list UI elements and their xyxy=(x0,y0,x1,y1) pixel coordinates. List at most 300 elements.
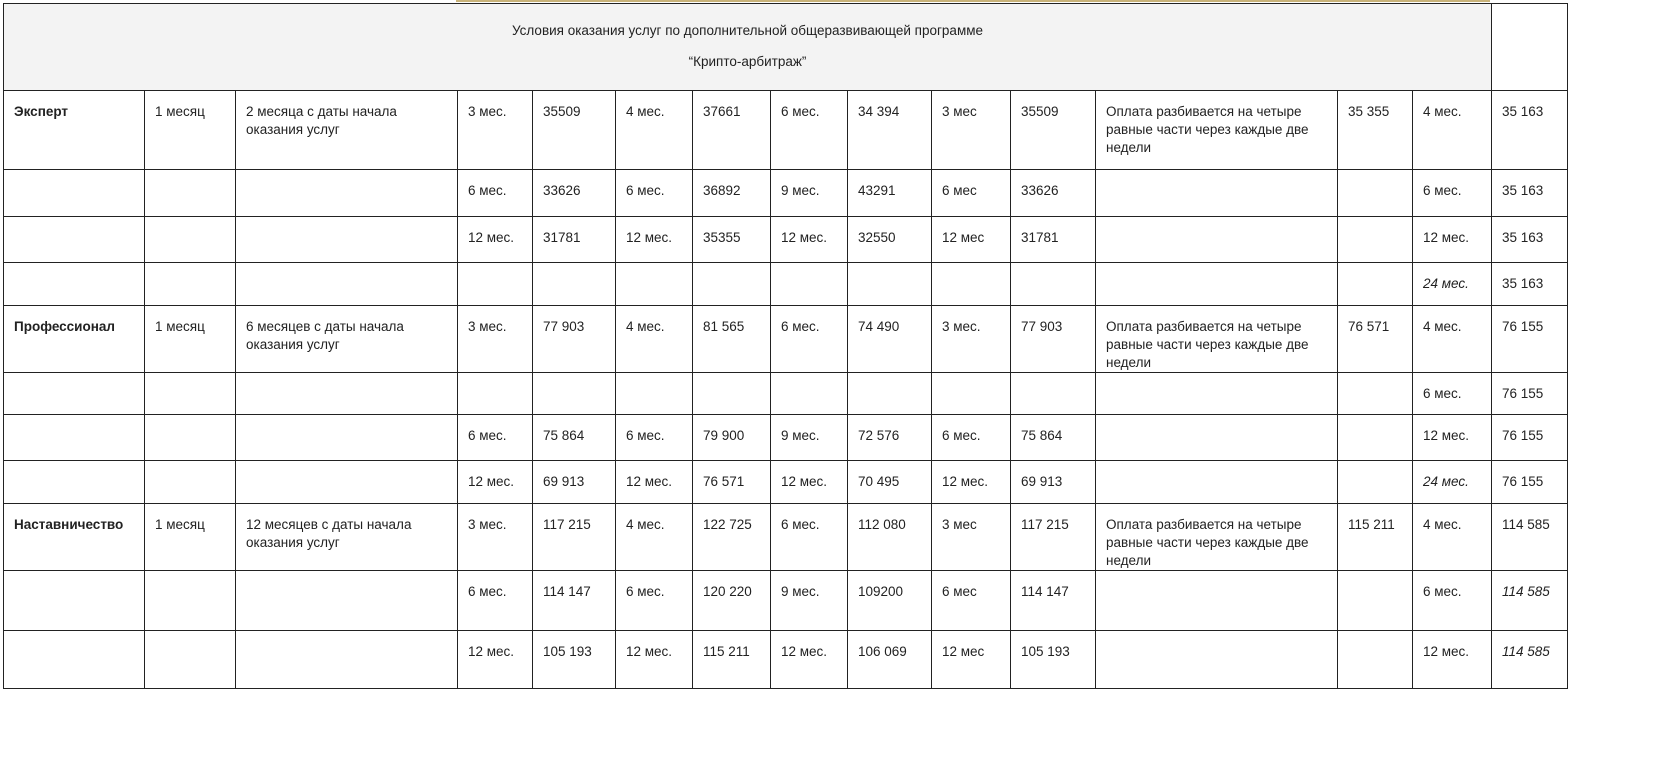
term-b-text: 4 мес. xyxy=(626,319,665,334)
table-row xyxy=(4,461,1568,504)
price-f-text: 114 585 xyxy=(1502,517,1550,532)
term-d-text: 12 мес xyxy=(942,230,985,245)
cell-duration xyxy=(145,631,236,689)
term-c-text: 6 мес. xyxy=(781,517,820,532)
term-a-text: 12 мес. xyxy=(468,474,515,489)
cell-term-d xyxy=(932,571,1011,631)
cell-term-f xyxy=(1413,571,1492,631)
cell-price-d xyxy=(1011,91,1096,170)
cell-price-e xyxy=(1338,461,1413,504)
cell-term-a xyxy=(458,91,533,170)
duration-text xyxy=(145,263,235,275)
title-side-cell xyxy=(1492,4,1568,91)
cell-term-c xyxy=(771,91,848,170)
price-e-text: 35 355 xyxy=(1348,104,1390,119)
plan-name-text xyxy=(4,571,144,583)
cell-term-d xyxy=(932,170,1011,217)
cell-price-b xyxy=(693,415,771,461)
cell-price-a xyxy=(533,91,616,170)
term-f-text: 4 мес. xyxy=(1423,319,1462,334)
table-row xyxy=(4,373,1568,415)
price-e-text xyxy=(1338,217,1412,229)
service-period-text xyxy=(236,373,457,385)
term-c-text xyxy=(771,373,847,385)
plan-name-text: Профессионал xyxy=(14,319,115,334)
service-period-text xyxy=(236,170,457,182)
cell-price-a xyxy=(533,217,616,263)
cell-term-c xyxy=(771,504,848,571)
table-row xyxy=(4,504,1568,571)
table-row xyxy=(4,217,1568,263)
cell-term-d xyxy=(932,306,1011,373)
price-f-text: 76 155 xyxy=(1502,474,1544,489)
term-a-text: 6 мес. xyxy=(468,428,507,443)
cell-price-d xyxy=(1011,373,1096,415)
term-c-text xyxy=(771,263,847,275)
term-c-text: 9 мес. xyxy=(781,584,820,599)
cell-payment-terms xyxy=(1096,461,1338,504)
cell-price-e xyxy=(1338,263,1413,306)
cell-service-period xyxy=(236,461,458,504)
price-e-text xyxy=(1338,263,1412,275)
table-row xyxy=(4,415,1568,461)
cell-price-a xyxy=(533,461,616,504)
price-d-text: 114 147 xyxy=(1021,584,1069,599)
service-period-text xyxy=(236,263,457,275)
price-b-text: 81 565 xyxy=(703,319,745,334)
price-c-text xyxy=(848,263,931,275)
term-f-text: 12 мес. xyxy=(1423,428,1470,443)
term-a-text xyxy=(458,263,532,275)
cell-price-b xyxy=(693,504,771,571)
price-a-text: 33626 xyxy=(543,183,581,198)
cell-price-c xyxy=(848,91,932,170)
duration-text xyxy=(145,461,235,473)
cell-service-period xyxy=(236,306,458,373)
table-row xyxy=(4,170,1568,217)
cell-price-b xyxy=(693,170,771,217)
price-c-text: 70 495 xyxy=(858,474,900,489)
cell-price-e xyxy=(1338,373,1413,415)
price-c-text: 106 069 xyxy=(858,644,907,659)
cell-plan-name xyxy=(4,415,145,461)
term-a-text: 3 мес. xyxy=(468,319,507,334)
cell-price-f xyxy=(1492,91,1568,170)
cell-duration xyxy=(145,217,236,263)
cell-service-period xyxy=(236,631,458,689)
duration-text xyxy=(145,170,235,182)
term-c-text: 6 мес. xyxy=(781,319,820,334)
plan-name-text xyxy=(4,373,144,385)
price-f-text: 76 155 xyxy=(1502,319,1544,334)
cell-term-b xyxy=(616,504,693,571)
cell-price-b xyxy=(693,631,771,689)
service-period-text xyxy=(236,571,457,583)
term-d-text: 6 мес xyxy=(942,584,977,599)
cell-price-e xyxy=(1338,631,1413,689)
term-f-text: 6 мес. xyxy=(1423,386,1462,401)
term-d-text: 6 мес xyxy=(942,183,977,198)
term-d-text: 12 мес. xyxy=(942,474,989,489)
term-b-text: 6 мес. xyxy=(626,584,665,599)
cell-price-b xyxy=(693,217,771,263)
cell-price-b xyxy=(693,373,771,415)
price-a-text: 31781 xyxy=(543,230,581,245)
cell-price-a xyxy=(533,631,616,689)
cell-service-period xyxy=(236,217,458,263)
cell-term-d xyxy=(932,373,1011,415)
cell-price-c xyxy=(848,217,932,263)
table-title-cell xyxy=(4,4,1492,91)
price-b-text xyxy=(693,263,770,275)
price-d-text: 33626 xyxy=(1021,183,1059,198)
term-d-text: 3 мес xyxy=(942,104,977,119)
cell-price-a xyxy=(533,571,616,631)
price-d-text xyxy=(1011,373,1095,385)
price-d-text xyxy=(1011,263,1095,275)
cell-term-a xyxy=(458,461,533,504)
cell-price-e xyxy=(1338,91,1413,170)
cell-price-d xyxy=(1011,415,1096,461)
cell-price-c xyxy=(848,415,932,461)
cell-price-a xyxy=(533,373,616,415)
cell-service-period xyxy=(236,263,458,306)
table-row xyxy=(4,91,1568,170)
price-d-text: 75 864 xyxy=(1021,428,1063,443)
service-period-text xyxy=(236,217,457,229)
term-f-text: 6 мес. xyxy=(1423,183,1462,198)
payment-terms-text xyxy=(1096,461,1337,473)
price-c-text: 32550 xyxy=(858,230,896,245)
term-c-text: 12 мес. xyxy=(781,474,828,489)
price-d-text: 77 903 xyxy=(1021,319,1063,334)
cell-price-f xyxy=(1492,217,1568,263)
cell-price-e xyxy=(1338,571,1413,631)
price-e-text xyxy=(1338,373,1412,385)
price-e-text xyxy=(1338,631,1412,643)
payment-terms-text xyxy=(1096,571,1337,583)
payment-terms-text: Оплата разбивается на четыре равные части через каждые две недели xyxy=(1106,104,1309,155)
title-row xyxy=(4,4,1568,91)
cell-term-b xyxy=(616,306,693,373)
term-f-text: 12 мес. xyxy=(1423,644,1470,659)
term-f-text: 6 мес. xyxy=(1423,584,1462,599)
price-f-text: 35 163 xyxy=(1502,276,1544,291)
price-d-text: 105 193 xyxy=(1021,644,1070,659)
duration-text xyxy=(145,571,235,583)
cell-price-d xyxy=(1011,461,1096,504)
term-d-text: 12 мес xyxy=(942,644,985,659)
cell-price-b xyxy=(693,91,771,170)
plan-name-text xyxy=(4,461,144,473)
cell-term-b xyxy=(616,170,693,217)
cell-term-f xyxy=(1413,461,1492,504)
cell-price-c xyxy=(848,504,932,571)
term-c-text: 9 мес. xyxy=(781,183,820,198)
cell-price-e xyxy=(1338,415,1413,461)
term-a-text: 12 мес. xyxy=(468,644,515,659)
cell-price-f xyxy=(1492,170,1568,217)
term-f-text: 12 мес. xyxy=(1423,230,1470,245)
term-a-text: 6 мес. xyxy=(468,183,507,198)
duration-text xyxy=(145,631,235,643)
payment-terms-text xyxy=(1096,217,1337,229)
service-period-text xyxy=(236,631,457,643)
cell-price-f xyxy=(1492,461,1568,504)
price-d-text: 31781 xyxy=(1021,230,1059,245)
price-a-text: 69 913 xyxy=(543,474,585,489)
cell-payment-terms xyxy=(1096,91,1338,170)
term-a-text: 6 мес. xyxy=(468,584,507,599)
cell-price-d xyxy=(1011,571,1096,631)
term-d-text: 3 мес. xyxy=(942,319,981,334)
cell-term-a xyxy=(458,306,533,373)
plan-name-text xyxy=(4,263,144,275)
cell-price-d xyxy=(1011,170,1096,217)
price-b-text: 76 571 xyxy=(703,474,745,489)
term-b-text: 6 мес. xyxy=(626,183,665,198)
cell-price-c xyxy=(848,631,932,689)
cell-term-b xyxy=(616,415,693,461)
price-a-text: 35509 xyxy=(543,104,581,119)
cell-term-b xyxy=(616,571,693,631)
table-row xyxy=(4,631,1568,689)
price-f-text: 35 163 xyxy=(1502,183,1544,198)
cell-payment-terms xyxy=(1096,263,1338,306)
cell-service-period xyxy=(236,504,458,571)
cell-term-d xyxy=(932,504,1011,571)
cell-payment-terms xyxy=(1096,631,1338,689)
cell-duration xyxy=(145,461,236,504)
cell-price-f xyxy=(1492,415,1568,461)
service-period-text xyxy=(236,461,457,473)
cell-price-e xyxy=(1338,170,1413,217)
price-c-text: 112 080 xyxy=(858,517,906,532)
term-a-text: 3 мес. xyxy=(468,517,507,532)
top-border-strip xyxy=(456,0,1490,2)
term-b-text xyxy=(616,263,692,275)
cell-duration xyxy=(145,306,236,373)
cell-plan-name xyxy=(4,461,145,504)
table-title-line-1: Условия оказания услуг по дополнительной общеразвивающей программе xyxy=(511,23,984,38)
cell-price-f xyxy=(1492,373,1568,415)
cell-price-f xyxy=(1492,306,1568,373)
cell-term-a xyxy=(458,263,533,306)
cell-price-f xyxy=(1492,571,1568,631)
cell-term-d xyxy=(932,631,1011,689)
price-a-text: 105 193 xyxy=(543,644,592,659)
term-f-text: 24 мес. xyxy=(1423,276,1469,291)
payment-terms-text xyxy=(1096,170,1337,182)
plan-name-text xyxy=(4,415,144,427)
cell-payment-terms xyxy=(1096,217,1338,263)
cell-term-d xyxy=(932,461,1011,504)
cell-payment-terms xyxy=(1096,571,1338,631)
cell-price-a xyxy=(533,504,616,571)
plan-name-text xyxy=(4,631,144,643)
price-c-text: 74 490 xyxy=(858,319,900,334)
price-b-text: 120 220 xyxy=(703,584,752,599)
cell-term-d xyxy=(932,415,1011,461)
term-b-text: 12 мес. xyxy=(626,474,673,489)
price-f-text: 114 585 xyxy=(1502,584,1550,599)
cell-term-f xyxy=(1413,373,1492,415)
pricing-table xyxy=(3,3,1568,689)
payment-terms-text: Оплата разбивается на четыре равные части через каждые две недели xyxy=(1106,517,1309,568)
term-a-text xyxy=(458,373,532,385)
price-e-text xyxy=(1338,170,1412,182)
price-a-text: 117 215 xyxy=(543,517,591,532)
cell-term-d xyxy=(932,263,1011,306)
duration-text: 1 месяц xyxy=(155,517,205,532)
price-f-text: 35 163 xyxy=(1502,104,1544,119)
price-c-text xyxy=(848,373,931,385)
cell-plan-name xyxy=(4,373,145,415)
cell-duration xyxy=(145,91,236,170)
term-f-text: 4 мес. xyxy=(1423,104,1462,119)
cell-payment-terms xyxy=(1096,373,1338,415)
cell-plan-name xyxy=(4,504,145,571)
price-a-text xyxy=(533,263,615,275)
price-b-text: 35355 xyxy=(703,230,741,245)
cell-service-period xyxy=(236,571,458,631)
price-c-text: 109200 xyxy=(858,584,904,599)
cell-price-e xyxy=(1338,217,1413,263)
term-d-text xyxy=(932,263,1010,275)
duration-text: 1 месяц xyxy=(155,319,205,334)
cell-term-f xyxy=(1413,504,1492,571)
price-d-text: 69 913 xyxy=(1021,474,1063,489)
cell-plan-name xyxy=(4,263,145,306)
cell-term-b xyxy=(616,461,693,504)
payment-terms-text xyxy=(1096,631,1337,643)
cell-service-period xyxy=(236,415,458,461)
cell-term-d xyxy=(932,91,1011,170)
term-d-text: 3 мес xyxy=(942,517,977,532)
cell-duration xyxy=(145,373,236,415)
cell-payment-terms xyxy=(1096,306,1338,373)
cell-term-f xyxy=(1413,170,1492,217)
term-b-text: 6 мес. xyxy=(626,428,665,443)
term-b-text xyxy=(616,373,692,385)
cell-term-c xyxy=(771,631,848,689)
cell-price-c xyxy=(848,571,932,631)
term-a-text: 3 мес. xyxy=(468,104,507,119)
cell-term-f xyxy=(1413,306,1492,373)
cell-plan-name xyxy=(4,631,145,689)
cell-duration xyxy=(145,170,236,217)
price-f-text: 35 163 xyxy=(1502,230,1544,245)
price-b-text: 37661 xyxy=(703,104,741,119)
cell-payment-terms xyxy=(1096,415,1338,461)
cell-term-c xyxy=(771,217,848,263)
payment-terms-text: Оплата разбивается на четыре равные части через каждые две недели xyxy=(1106,319,1309,370)
cell-price-c xyxy=(848,306,932,373)
cell-price-e xyxy=(1338,306,1413,373)
payment-terms-text xyxy=(1096,373,1337,385)
cell-price-f xyxy=(1492,504,1568,571)
table-row xyxy=(4,306,1568,373)
cell-term-b xyxy=(616,91,693,170)
cell-term-d xyxy=(932,217,1011,263)
cell-price-d xyxy=(1011,263,1096,306)
cell-service-period xyxy=(236,91,458,170)
cell-price-b xyxy=(693,571,771,631)
price-e-text xyxy=(1338,571,1412,583)
cell-duration xyxy=(145,504,236,571)
cell-price-a xyxy=(533,306,616,373)
duration-text xyxy=(145,373,235,385)
payment-terms-text xyxy=(1096,263,1337,275)
term-b-text: 4 мес. xyxy=(626,104,665,119)
cell-price-f xyxy=(1492,263,1568,306)
price-e-text: 115 211 xyxy=(1348,517,1395,532)
cell-term-f xyxy=(1413,91,1492,170)
cell-term-a xyxy=(458,571,533,631)
cell-term-b xyxy=(616,263,693,306)
plan-name-text: Эксперт xyxy=(14,104,69,119)
term-b-text: 12 мес. xyxy=(626,644,673,659)
price-d-text: 35509 xyxy=(1021,104,1059,119)
term-f-text: 24 мес. xyxy=(1423,474,1469,489)
cell-term-c xyxy=(771,263,848,306)
cell-term-a xyxy=(458,631,533,689)
price-f-text: 76 155 xyxy=(1502,386,1544,401)
cell-term-b xyxy=(616,631,693,689)
price-c-text: 43291 xyxy=(858,183,896,198)
price-b-text: 36892 xyxy=(703,183,741,198)
price-c-text: 34 394 xyxy=(858,104,900,119)
term-f-text: 4 мес. xyxy=(1423,517,1462,532)
cell-service-period xyxy=(236,170,458,217)
cell-term-a xyxy=(458,504,533,571)
price-c-text: 72 576 xyxy=(858,428,900,443)
cell-term-c xyxy=(771,373,848,415)
duration-text xyxy=(145,415,235,427)
cell-plan-name xyxy=(4,571,145,631)
price-e-text: 76 571 xyxy=(1348,319,1390,334)
cell-price-b xyxy=(693,461,771,504)
cell-duration xyxy=(145,415,236,461)
cell-term-f xyxy=(1413,415,1492,461)
payment-terms-text xyxy=(1096,415,1337,427)
cell-term-a xyxy=(458,170,533,217)
service-period-text xyxy=(236,415,457,427)
table-row xyxy=(4,263,1568,306)
cell-price-c xyxy=(848,170,932,217)
cell-price-a xyxy=(533,263,616,306)
cell-term-c xyxy=(771,571,848,631)
term-a-text: 12 мес. xyxy=(468,230,515,245)
plan-name-text xyxy=(4,217,144,229)
duration-text xyxy=(145,217,235,229)
price-a-text: 114 147 xyxy=(543,584,591,599)
term-b-text: 4 мес. xyxy=(626,517,665,532)
cell-term-c xyxy=(771,306,848,373)
cell-price-d xyxy=(1011,504,1096,571)
service-period-text: 6 месяцев с даты начала оказания услуг xyxy=(246,319,404,352)
service-period-text: 12 месяцев с даты начала оказания услуг xyxy=(246,517,412,550)
price-f-text: 114 585 xyxy=(1502,644,1550,659)
cell-term-c xyxy=(771,415,848,461)
cell-plan-name xyxy=(4,170,145,217)
term-c-text: 6 мес. xyxy=(781,104,820,119)
cell-price-b xyxy=(693,263,771,306)
price-a-text xyxy=(533,373,615,385)
cell-duration xyxy=(145,263,236,306)
cell-price-a xyxy=(533,415,616,461)
cell-term-c xyxy=(771,461,848,504)
